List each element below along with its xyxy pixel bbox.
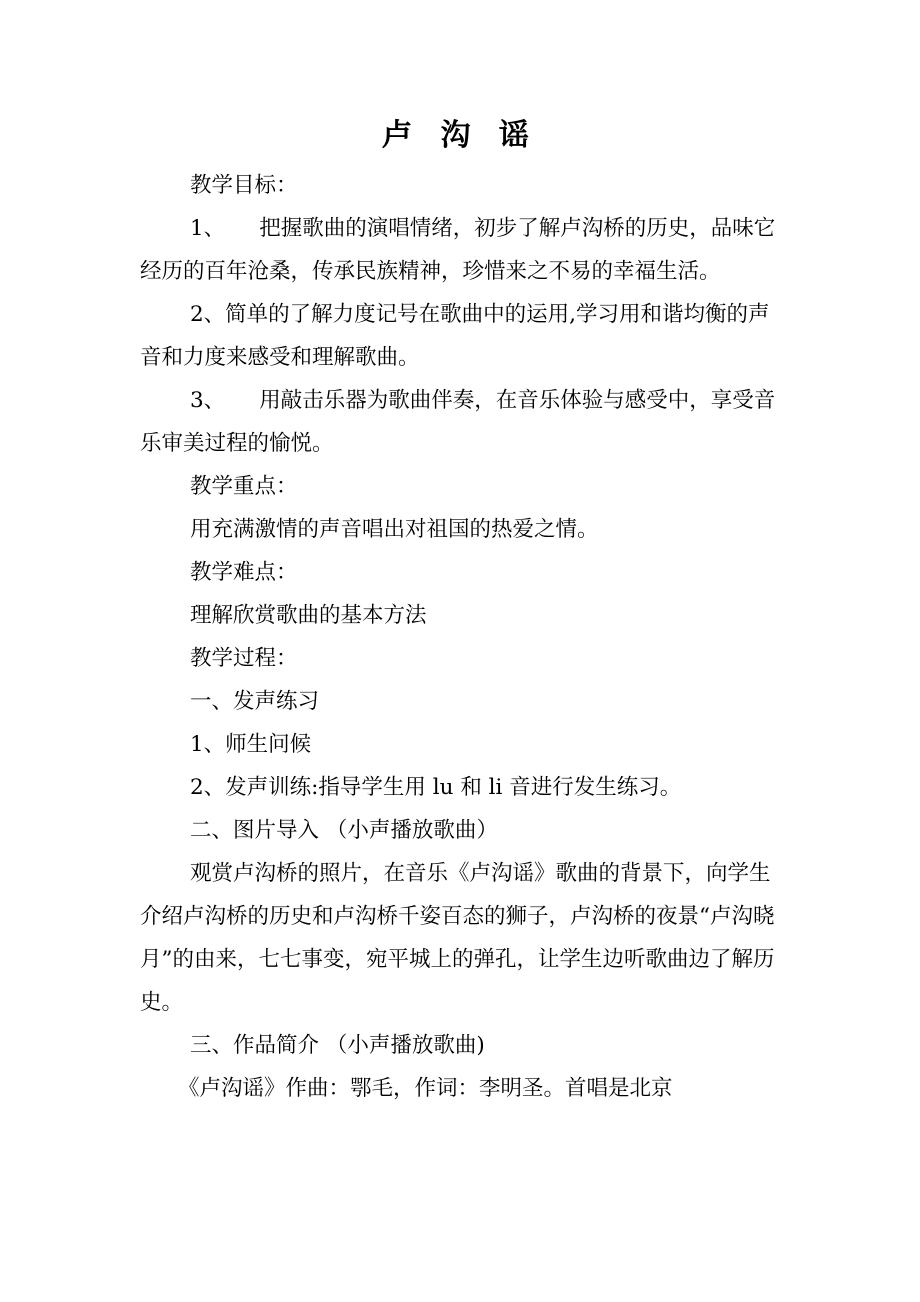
difficulty-heading: 教学难点： [190, 560, 298, 585]
step-1-2: 2、发声训练:指导学生用 lu 和 li 音进行发生练习。 [190, 775, 682, 800]
objective-1 [140, 207, 790, 293]
objective-3-text: 用敲击乐器为歌曲伴奏，在音乐体验与感受中，享受音乐审美过程的愉悦。 [140, 388, 776, 456]
objective-1-number: 1、 [190, 216, 226, 241]
key-point: 用充满激情的声音唱出对祖国的热爱之情。 [190, 517, 599, 542]
key-point-heading: 教学重点： [190, 474, 298, 499]
section-3-heading: 三、作品简介 （小声播放歌曲) [190, 1033, 485, 1058]
objective-1-text: 把握歌曲的演唱情绪，初步了解卢沟桥的历史，品味它经历的百年沧桑，传承民族精神，珍惜来之不易的幸福生活。 [140, 216, 776, 284]
step-1-1: 1、师生问候 [190, 732, 312, 757]
objective-3-number: 3、 [190, 388, 226, 413]
section-1-heading: 一、发声练习 [190, 689, 320, 714]
objective-2: 2、简单的了解力度记号在歌曲中的运用,学习用和谐均衡的声音和力度来感受和理解歌曲。 [140, 302, 770, 370]
section-3-text: 《卢沟谣》作曲：鄂毛，作词：李明圣。首唱是北京 [178, 1076, 673, 1101]
objective-3 [140, 379, 790, 465]
section-2-heading: 二、图片导入 （小声播放歌曲） [190, 818, 498, 843]
difficulty: 理解欣赏歌曲的基本方法 [190, 603, 427, 628]
section-2-text: 观赏卢沟桥的照片，在音乐《卢沟谣》歌曲的背景下，向学生介绍卢沟桥的历史和卢沟桥千姿百态的狮子，卢沟桥的夜景“卢沟晓月”的由来，七七事变，宛平城上的弹孔，让学生边听歌曲边了解历史。 [140, 861, 775, 1015]
process-heading: 教学过程： [190, 646, 298, 671]
document-title: 卢 沟 谣 [382, 118, 538, 153]
document-body [140, 164, 790, 1110]
objectives-heading: 教学目标： [190, 173, 298, 198]
